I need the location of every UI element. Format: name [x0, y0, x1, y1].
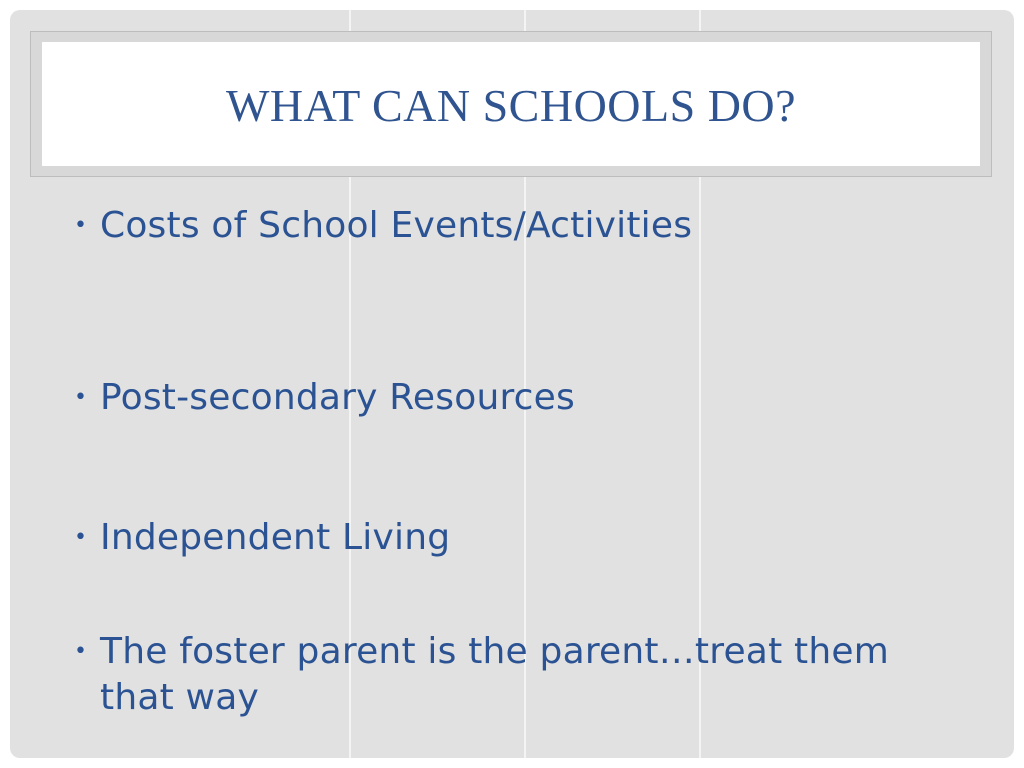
bullet-item: [74, 515, 954, 561]
bullet-text: The foster parent is the parent…treat them that way: [100, 631, 889, 718]
slide: [10, 10, 1014, 758]
title-frame: [30, 31, 992, 177]
bullet-item: [74, 203, 954, 249]
bullet-marker: •: [74, 213, 87, 238]
bullet-text: Independent Living: [100, 517, 451, 558]
title-box: [42, 42, 980, 166]
slide-title: WHAT CAN SCHOOLS DO?: [225, 79, 797, 131]
bullet-text: Costs of School Events/Activities: [100, 205, 693, 246]
bullet-item: [74, 375, 954, 421]
bullet-text: Post-secondary Resources: [100, 377, 575, 418]
bullet-marker: •: [74, 385, 87, 410]
bullet-marker: •: [74, 639, 87, 664]
bullet-item: [74, 629, 954, 721]
bullet-marker: •: [74, 525, 87, 550]
